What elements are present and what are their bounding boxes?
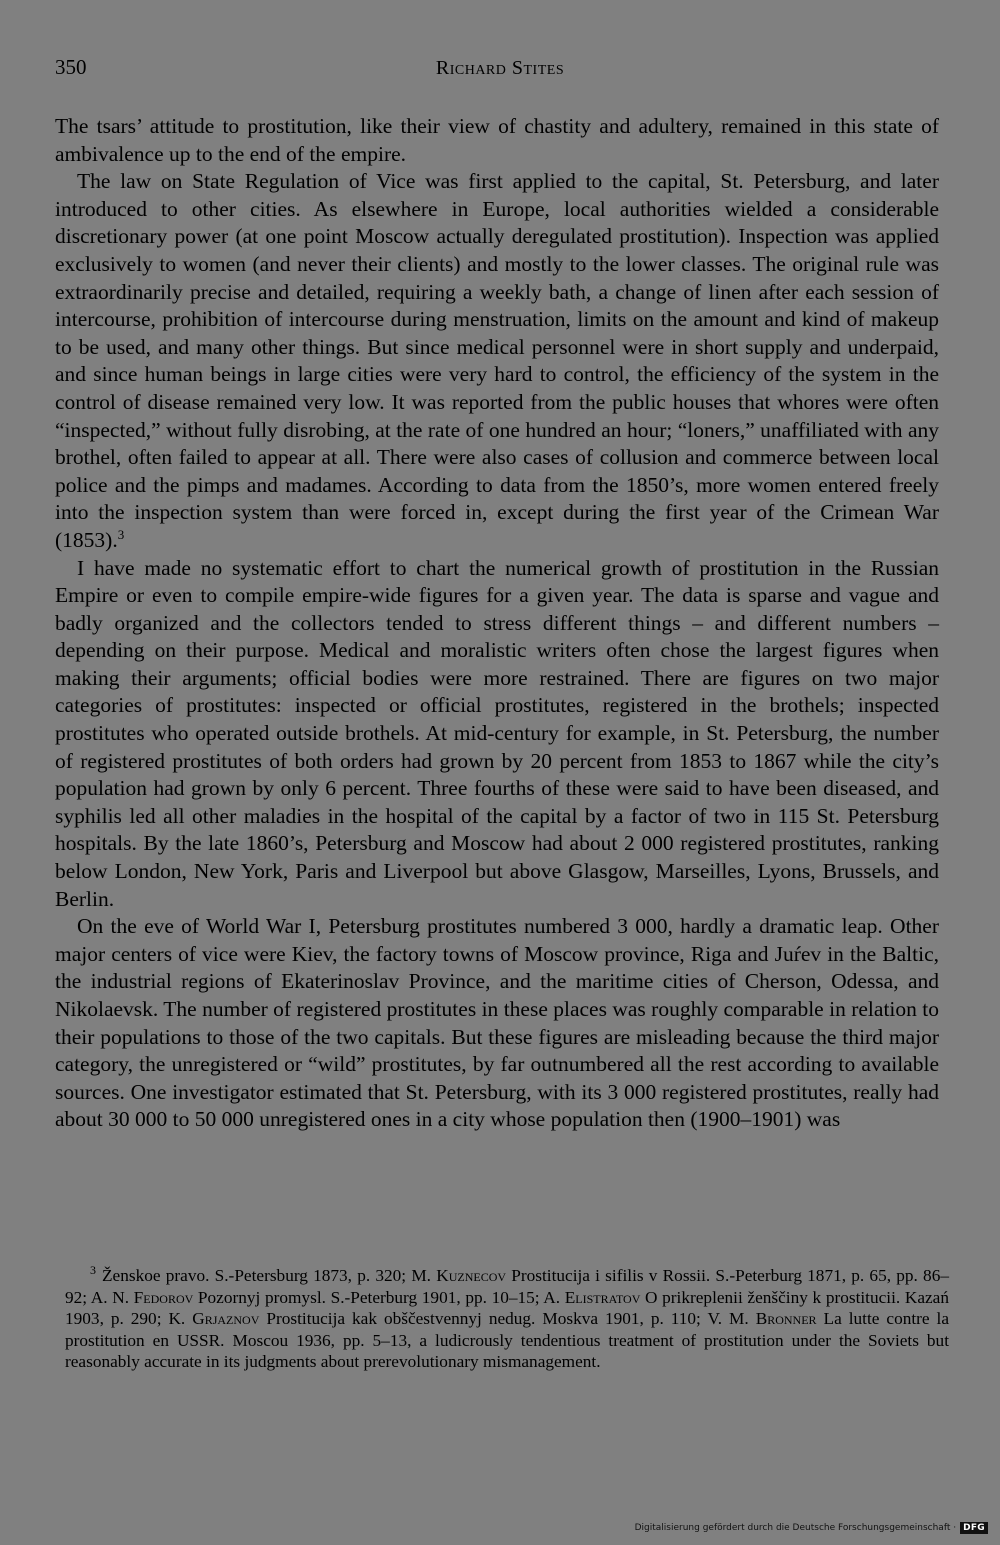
footnote-text: Ženskoe pravo. S.-Petersburg 1873, p. 320; M. — [102, 1266, 437, 1285]
credit-text: Digitalisierung gefördert durch die Deutsche Forschungsgemeinschaft · — [634, 1523, 957, 1533]
footnote-author: Elistratov — [564, 1287, 641, 1307]
digitization-credit — [635, 1522, 988, 1534]
footnote-author: Kuznecov — [436, 1266, 507, 1285]
footnote-text: La lutte contre la prostitution en USSR. Moscou 1936, pp. 5–13, a ludicrously tendentious treatment of prostitution under the Soviets but reasonably accurate in its judgments about prerevolutionary mismanagement. — [65, 1309, 950, 1371]
paragraph — [55, 555, 939, 914]
page-number: 350 — [55, 55, 87, 79]
footnote-text: O prikreplenii ženščiny k prostitucii. Kazań 1903, p. 290; K. — [65, 1287, 949, 1328]
running-head: Richard Stites — [435, 57, 565, 79]
footnote-marker: 3 — [90, 1263, 96, 1278]
paragraph — [55, 168, 939, 554]
body-text — [55, 113, 939, 1134]
footnote-author: Grjaznov — [192, 1309, 260, 1328]
footnote-author: Fedorov — [133, 1287, 194, 1307]
footnote-text: Pozornyj promysl. S.-Peterburg 1901, pp. 10–15; A. — [193, 1287, 565, 1307]
footnote-reference[interactable]: 3 — [117, 526, 125, 542]
dfg-logo-icon: DFG — [960, 1522, 988, 1534]
footnote-author: Bronner — [755, 1309, 817, 1328]
paragraph-text: I have made no systematic effort to chart the numerical growth of prostitution in the Russian Empire or even to compile empire-wide figures for a given year. The data is sparse and vague and badly organized and the collectors tended to stress different things – and different numbers – depending on their purpose. Medical and moralistic writers often chose the largest figures when making their arguments; official bodies were more restrained. There are figures on two major categories of prostitutes: inspected or official prostitutes, registered in the brothels; inspected prostitutes who operated outside brothels. At mid-century for example, in St. Petersburg, the number of registered prostitutes of both orders had grown by 20 percent from 1853 to 1867 while the city’s population had grown by only 6 percent. Three fourths of these were said to have been diseased, and syphilis led all other maladies in the hospital of the capital by a factor of two in 115 St. Petersburg hospitals. By the late 1860’s, Petersburg and Moscow had about 2 000 registered prostitutes, ranking below London, New York, Paris and Liverpool but above Glasgow, Marseilles, Lyons, Brussels, and Berlin. — [55, 555, 939, 911]
footnote-text: Prostitucija kak obščestvennyj nedug. Moskva 1901, p. 110; V. M. — [259, 1309, 756, 1328]
paragraph-text: On the eve of World War I, Petersburg prostitutes numbered 3 000, hardly a dramatic leap. Other major centers of vice were Kiev, the factory towns of Moscow province, Riga and Juŕev in the Baltic, the industrial regions of Ekaterinoslav Province, and the maritime cities of Cherson, Odessa, and Nikolaevsk. The number of registered prostitutes in these places was roughly comparable in relation to their populations to those of the two capitals. But these figures are misleading because the third major category, the unregistered or “wild” prostitutes, by far outnumbered all the rest according to available sources. One investigator estimated that St. Petersburg, with its 3 000 registered prostitutes, really had about 30 000 to 50 000 unregistered ones in a city whose population then (1900–1901) was — [55, 914, 939, 1132]
footnote — [65, 1265, 949, 1373]
paragraph-text: The tsars’ attitude to prostitution, like their view of chastity and adultery, remained in this state of ambivalence up to the end of the empire. — [55, 114, 939, 166]
footnote-text: Prostitucija i sifilis v Rossii. S.-Peterburg 1871, p. 65, pp. 86–92; A. N. — [65, 1266, 949, 1307]
paragraph — [55, 913, 939, 1134]
paragraph-text: The law on State Regulation of Vice was first applied to the capital, St. Petersburg, and later introduced to other cities. As elsewhere in Europe, local authorities wielded a considerable discretionary power (at one point Moscow actually deregulated prostitution). Inspection was applied exclusively to women (and never their clients) and mostly to the lower classes. The original rule was extraordinarily precise and detailed, requiring a weekly bath, a change of linen after each session of intercourse, prohibition of intercourse during menstruation, limits on the amount and kind of makeup to be used, and many other things. But since medical personnel were in short supply and underpaid, and since human beings in large cities were very hard to control, the efficiency of the system in the control of disease remained very low. It was reported from the public houses that whores were often “inspected,” without fully disrobing, at the rate of one hundred an hour; “loners,” unaffiliated with any brothel, often failed to appear at all. There were also cases of collusion and commerce between local police and the pimps and madames. According to data from the 1850’s, more women entered freely into the inspection system than were forced in, except during the first year of the Crimean War (1853). — [55, 169, 939, 552]
paragraph — [55, 113, 939, 168]
